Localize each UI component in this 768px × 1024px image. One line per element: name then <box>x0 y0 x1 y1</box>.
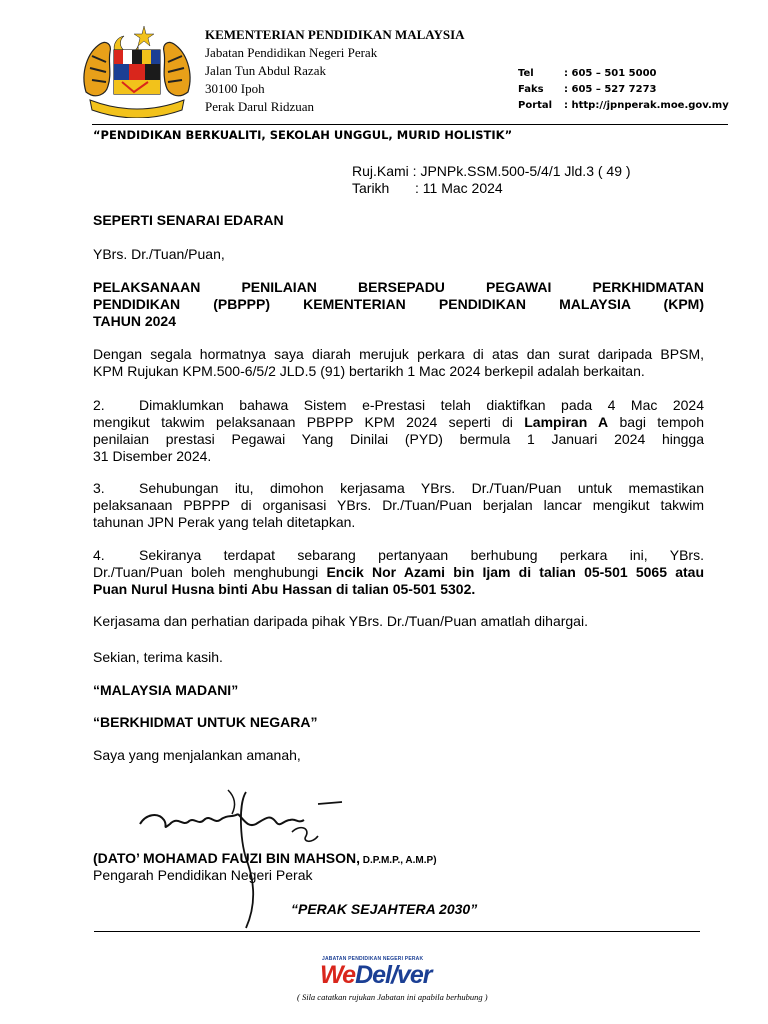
ministry-name: KEMENTERIAN PENDIDIKAN MALAYSIA <box>205 27 465 42</box>
subject-line: PENDIDIKAN (PBPPP) KEMENTERIAN PENDIDIKAN MALAYSIA (KPM) <box>93 296 704 312</box>
address-street: Jalan Tun Abdul Razak <box>205 63 326 78</box>
paragraph-4: 4. Sekiranya terdapat sebarang pertanyaan berhubung perkara ini, YBrs. Dr./Tuan/Puan boleh menghubungi Encik Nor Azami bin Ijam di talian 05-501 5065 atau Puan Nurul Husna binti Abu Hassan di talian 05-501 5302. <box>93 547 704 597</box>
brand-caption: JABATAN PENDIDIKAN NEGERI PERAK <box>322 956 424 962</box>
contact-fax: Faks : 605 – 527 7273 <box>518 84 657 95</box>
paragraph-1: Dengan segala hormatnya saya diarah merujuk perkara di atas dan surat daripada BPSM, KPM Rujukan KPM.500-6/5/2 JLD.5 (91) bertarikh 1 Mac 2024 berkepil adalah berkaitan. <box>93 346 704 379</box>
header-rule <box>92 124 728 125</box>
salutation: YBrs. Dr./Tuan/Puan, <box>93 246 225 262</box>
slogan-madani: “MALAYSIA MADANI” <box>93 682 239 698</box>
signoff: Saya yang menjalankan amanah, <box>93 747 301 763</box>
motto: “PENDIDIKAN BERKUALITI, SEKOLAH UNGGUL, MURID HOLISTIK” <box>93 128 513 142</box>
subject <box>93 279 704 330</box>
signer-title: Pengarah Pendidikan Negeri Perak <box>93 867 313 883</box>
subject-line: PELAKSANAAN PENILAIAN BERSEPADU PEGAWAI PERKHIDMATAN <box>93 279 704 295</box>
paragraph-2: 2. Dimaklumkan bahawa Sistem e-Prestasi telah diaktifkan pada 4 Mac 2024 mengikut takwim pelaksanaan PBPPP KPM 2024 seperti di Lampiran A bagi tempoh penilaian prestasi Pegawai Yang Dinilai (PYD) bermula 1 Januari 2024 hingga 31 Disember 2024. <box>93 397 704 464</box>
paragraph-3: 3. Sehubungan itu, dimohon kerjasama YBrs. Dr./Tuan/Puan untuk memastikan pelaksanaan PBPPP di organisasi YBrs. Dr./Tuan/Puan berjalan lancar mengikut takwim tahunan JPN Perak yang telah ditetapkan. <box>93 480 704 530</box>
address-city: 30100 Ipoh <box>205 81 265 96</box>
malaysia-crest-logo <box>78 22 196 118</box>
closing: Sekian, terima kasih. <box>93 649 223 665</box>
address-state: Perak Darul Ridzuan <box>205 99 315 114</box>
subject-line: TAHUN 2024 <box>93 313 176 329</box>
we-deliver-logo: WeDel/ver <box>320 961 432 989</box>
paragraph-5: Kerjasama dan perhatian daripada pihak YBrs. Dr./Tuan/Puan amatlah dihargai. <box>93 613 588 629</box>
footer-rule <box>94 931 700 932</box>
department-name: Jabatan Pendidikan Negeri Perak <box>205 45 378 60</box>
date-line: Tarikh : 11 Mac 2024 <box>352 180 503 196</box>
contact-block <box>518 66 729 114</box>
contact-tel: Tel : 605 – 501 5000 <box>518 68 657 79</box>
slogan-perak: “PERAK SEJAHTERA 2030” <box>291 901 478 917</box>
footer-note: ( Sila catatkan rujukan Jabatan ini apabila berhubung ) <box>297 992 488 1002</box>
contact-portal[interactable]: Portal : http://jpnperak.moe.gov.my <box>518 100 729 111</box>
recipient: SEPERTI SENARAI EDARAN <box>93 212 284 228</box>
signer-name: (DATO’ MOHAMAD FAUZI BIN MAHSON, D.P.M.P., A.M.P) <box>93 850 437 866</box>
slogan-negara: “BERKHIDMAT UNTUK NEGARA” <box>93 714 318 730</box>
reference-number: Ruj.Kami : JPNPk.SSM.500-5/4/1 Jld.3 ( 49 ) <box>352 163 631 179</box>
